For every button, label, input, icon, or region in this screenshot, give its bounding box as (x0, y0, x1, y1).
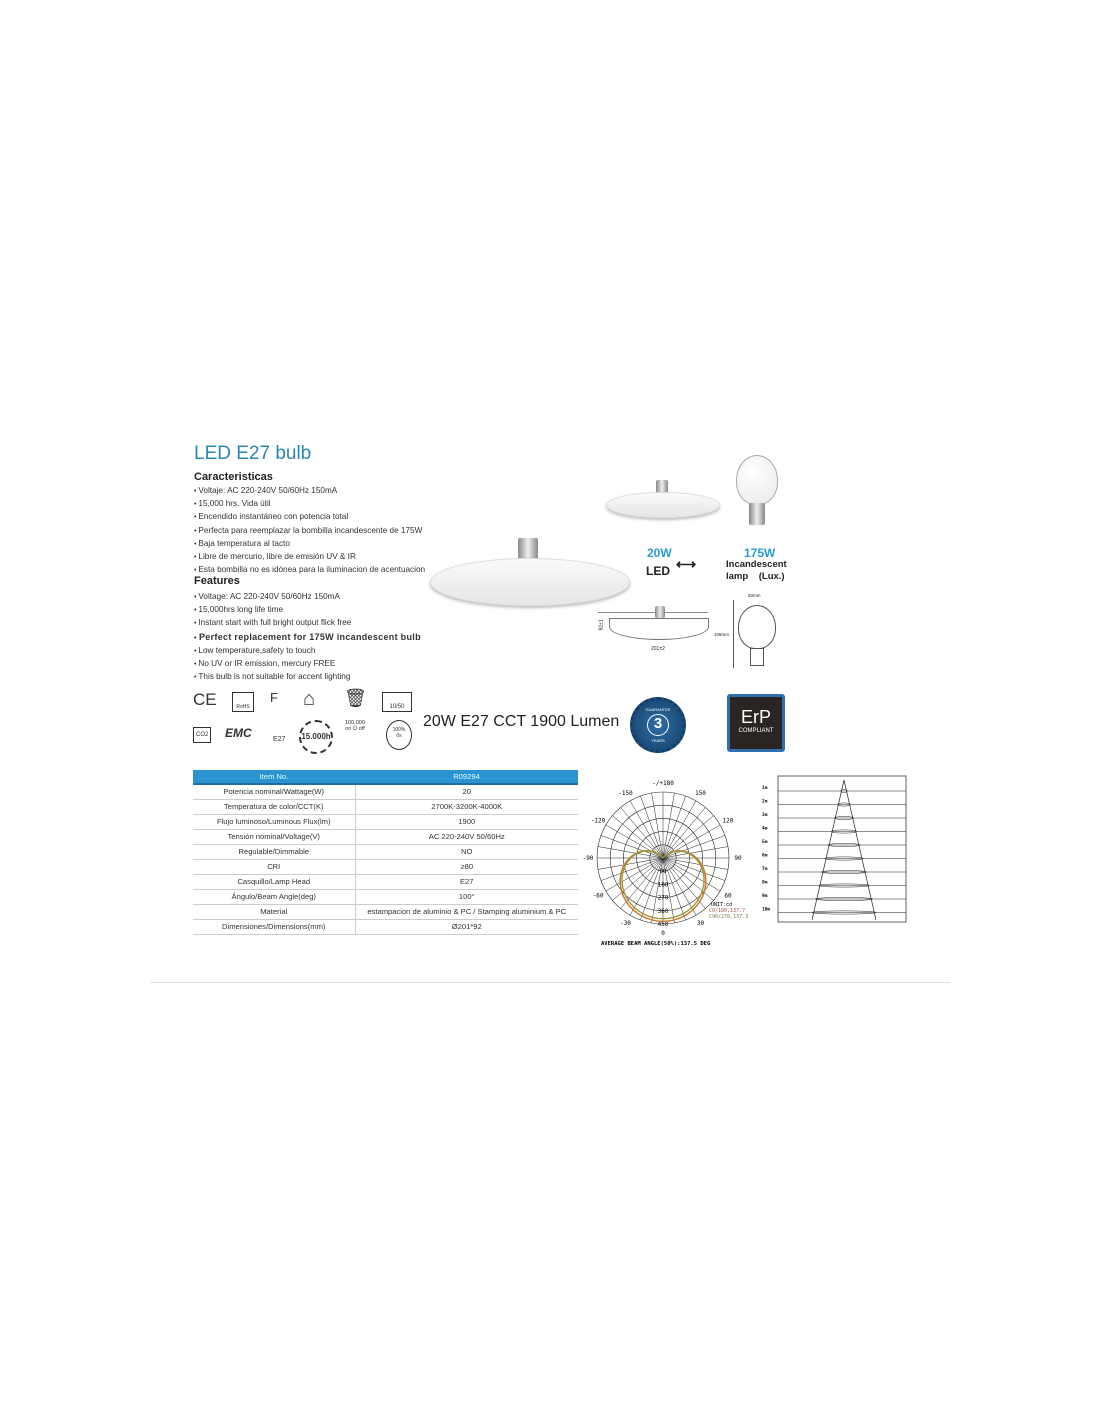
spec-label: Dimensiones/Dimensions(mm) (193, 919, 355, 934)
spec-header-label: Item No. (193, 770, 355, 784)
spec-label: Material (193, 904, 355, 919)
list-item: • Baja temperatura al tacto (194, 538, 425, 551)
spec-label: Casquillo/Lamp Head (193, 874, 355, 889)
packaging-box-icon: 10/50 (382, 692, 412, 712)
list-item: • Voltage: AC 220-240V 50/60Hz 150mA (194, 591, 421, 604)
spec-value: 1900 (355, 814, 578, 829)
spec-value: ≥80 (355, 859, 578, 874)
cone-height-label: 6m (762, 853, 768, 859)
caracteristicas-heading: Caracteristicas (194, 471, 273, 483)
cone-height-label: 10m (762, 907, 771, 913)
erp-compliant-badge: ErP COMPLIANT (727, 694, 785, 752)
caracteristicas-list (194, 485, 425, 577)
polar-angle-label: -90 (583, 855, 594, 862)
list-item: • Esta bombilla no es idónea para la iluminacion de acentuacion (194, 564, 425, 577)
weee-bin-icon: 🗑 (344, 688, 367, 708)
divider (150, 982, 950, 983)
spec-value: E27 (355, 874, 578, 889)
spec-label: Temperatura de color/CCT(K) (193, 799, 355, 814)
table-row (193, 814, 578, 829)
table-row (193, 874, 578, 889)
incandescent-watt: 175W (744, 546, 776, 560)
beam-cone-diagram (760, 772, 910, 934)
list-item: • Instant start with full bright output flick free (194, 617, 421, 630)
polar-angle-label: -30 (620, 919, 631, 927)
polar-angle-label: -/+180 (652, 780, 674, 787)
cone-height-label: 8m (762, 880, 768, 886)
cone-height-label: 1m (762, 786, 768, 791)
polar-angle-label: 90 (734, 855, 742, 862)
cone-height-label: 3m (762, 813, 768, 818)
beam-angle-caption: AVERAGE BEAM ANGLE(50%):137.5 DEG (601, 941, 711, 947)
cone-height-label: 2m (762, 799, 768, 805)
polar-angle-label: 120 (722, 817, 734, 825)
spec-value: 20 (355, 784, 578, 799)
cone-height-label: 9m (762, 894, 768, 899)
polar-radial-label: 360 (657, 907, 669, 915)
incandescent-lamp-label: lamp (Lux.) (726, 571, 785, 582)
bulb-height-label: 108mm (714, 632, 730, 637)
spec-label: Ángulo/Beam Angle(deg) (193, 889, 355, 904)
table-row (193, 919, 578, 934)
list-item: • This bulb is not suitable for accent lighting (194, 671, 421, 684)
list-item: • 15,000 hrs. Vida útil (194, 498, 425, 511)
spec-value: 100° (355, 889, 578, 904)
emc-icon: EMC (225, 726, 252, 740)
features-heading: Features (194, 575, 240, 587)
page-title: LED E27 bulb (194, 443, 312, 464)
spec-label: Potencia nominal/Wattage(W) (193, 784, 355, 799)
e27-icon: E27 (273, 736, 286, 743)
incandescent-label: Incandescent (726, 559, 787, 570)
c90-legend: C90/270,137.3 (709, 914, 749, 920)
led-watt: 20W (647, 546, 672, 560)
indoor-house-icon: ⌂ (303, 688, 316, 710)
diameter-dimension-label: 201±2 (651, 646, 665, 652)
cone-frame (778, 776, 906, 922)
list-item: • Low temperature,safety to touch (194, 645, 421, 658)
table-row (193, 904, 578, 919)
cone-height-label: 7m (762, 867, 768, 872)
polar-angle-label: -60 (592, 892, 604, 900)
list-item: • No UV or IR emission, mercury FREE (194, 658, 421, 671)
cone-height-label: 5m (762, 840, 768, 845)
instant-start-icon: 100% 0s (386, 720, 412, 750)
table-row (193, 799, 578, 814)
energy-class-f-icon: F (270, 690, 278, 705)
list-item: • Libre de mercurio, libre de emisión UV & IR (194, 551, 425, 564)
co2-icon: CO2 (193, 727, 211, 743)
spec-value: estampacion de aluminio & PC / Stamping aluminium & PC (355, 904, 578, 919)
height-dimension-label: 92±1 (598, 619, 605, 631)
list-item: • 15,000hrs long life time (194, 604, 421, 617)
list-item: • Voltaje: AC 220-240V 50/60Hz 150mA (194, 485, 425, 498)
cone-height-label: 4m (762, 826, 768, 832)
polar-angle-label: 0 (661, 930, 665, 937)
spec-value: Ø201*92 (355, 919, 578, 934)
polar-light-distribution-diagram (583, 770, 755, 948)
c0-legend: C0/180,137.7 (709, 908, 746, 914)
guarantee-badge: GUARANTEE 3 YEARS (630, 697, 686, 753)
list-item: • Encendido instantáneo con potencia total (194, 511, 425, 524)
unit-label: UNIT:cd (711, 902, 733, 908)
bulb-width-label: 60mm (748, 593, 761, 598)
table-row (193, 844, 578, 859)
lifetime-hours-icon: 15.000h (299, 720, 333, 754)
polar-angle-label: 60 (724, 892, 732, 900)
polar-angle-label: -150 (618, 790, 633, 798)
switch-cycles-icon: 100.000 on ⏻ off (345, 720, 365, 732)
spec-label: Tensión nominal/Voltage(V) (193, 829, 355, 844)
table-row (193, 859, 578, 874)
led-label: LED (646, 564, 670, 578)
polar-radial-label: 270 (657, 894, 669, 902)
polar-radial-label: 450 (657, 921, 669, 928)
spec-value: 2700K-3200K-4000K (355, 799, 578, 814)
rohs-icon: RoHS (232, 692, 254, 712)
polar-angle-label: -120 (590, 817, 606, 825)
table-row (193, 784, 578, 799)
spec-value: NO (355, 844, 578, 859)
polar-angle-label: 30 (696, 919, 705, 927)
ce-icon: CE (193, 690, 217, 709)
double-arrow-icon: ⟷ (676, 556, 697, 572)
spec-label: Regulable/Dimmable (193, 844, 355, 859)
spec-table (193, 770, 578, 935)
spec-value: AC 220-240V 50/60Hz (355, 829, 578, 844)
spec-label: Flujo luminoso/Luminous Flux(lm) (193, 814, 355, 829)
spec-label: CRI (193, 859, 355, 874)
spec-header-value: R09294 (355, 770, 578, 784)
polar-angle-label: 150 (695, 790, 706, 798)
summary-text: 20W E27 CCT 1900 Lumen (423, 713, 620, 730)
list-item: • Perfecta para reemplazar la bombilla incandescente de 175W (194, 525, 425, 538)
features-list (194, 591, 421, 684)
table-row (193, 889, 578, 904)
polar-radial-label: 90 (659, 868, 667, 876)
polar-radial-label: 180 (657, 881, 669, 889)
list-item: • Perfect replacement for 175W incandescent bulb (194, 631, 421, 645)
table-row (193, 829, 578, 844)
